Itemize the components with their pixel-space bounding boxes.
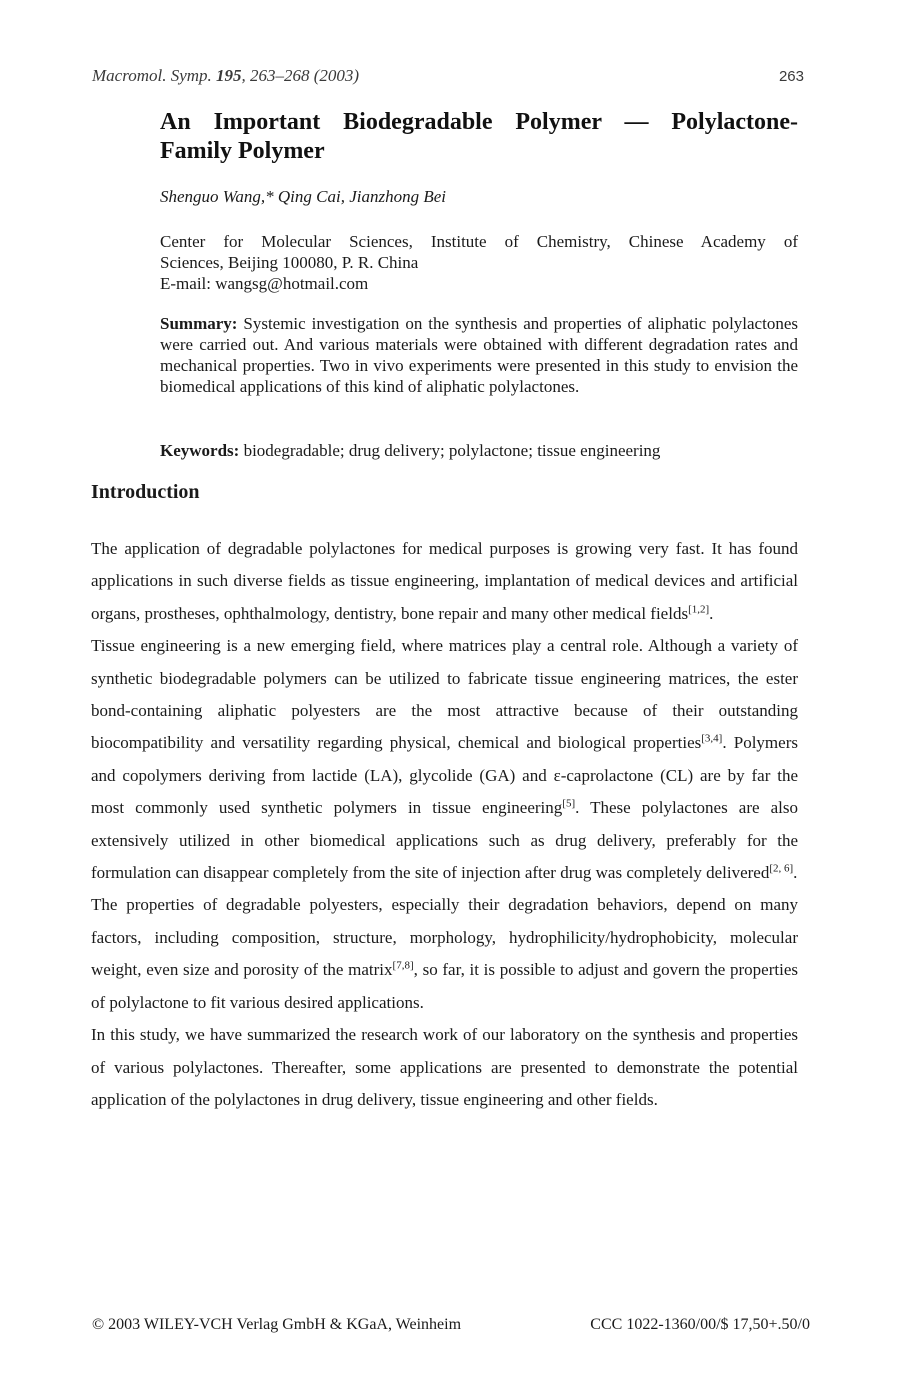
- paragraph: [91, 533, 798, 630]
- journal-pages-year: , 263–268 (2003): [241, 66, 360, 85]
- title-line-1: An Important Biodegradable Polymer — Polylactone-: [160, 109, 798, 135]
- keywords: [160, 441, 660, 461]
- affiliation: [160, 231, 798, 294]
- paragraph-text: . Polymers and copolymers deriving from lactide (LA), glycolide (GA) and ε-caprolactone (CL) are by far the most commonly used synthetic polymers in tissue engineering: [91, 733, 798, 818]
- summary-label: Summary:: [160, 314, 238, 333]
- paragraph: [91, 630, 798, 889]
- paragraph-text: Tissue engineering is a new emerging field, where matrices play a central role. Although a variety of synthetic biodegradable polymers can be utilized to fabricate tissue engineering matrices, the ester bond-containing aliphatic polyesters are the most attractive because of their outstanding biocompatibility and versatility regarding physical, chemical and biological properties: [91, 636, 798, 753]
- author-email: E-mail: wangsg@hotmail.com: [160, 274, 369, 293]
- title-line-2: Family Polymer: [160, 138, 325, 164]
- journal-name: Macromol. Symp.: [92, 66, 212, 85]
- paper-title: [160, 108, 798, 166]
- keywords-label: Keywords:: [160, 441, 240, 460]
- paragraph-text: , so far, it is possible to adjust and govern the properties of polylactone to fit various desired applications.: [91, 960, 798, 1012]
- affiliation-line-2: Sciences, Beijing 100080, P. R. China: [160, 253, 419, 272]
- citation: [2, 6]: [769, 862, 794, 875]
- citation: [5]: [562, 797, 576, 810]
- summary-text: Systemic investigation on the synthesis and properties of aliphatic polylactones were carried out. And various materials were obtained with different degradation rates and mechanical properties. Two in vivo experiments were presented in this study to envision the biomedical applications of this kind of aliphatic polylactones.: [160, 314, 798, 396]
- paragraph-text: The properties of degradable polyesters, especially their degradation behaviors, depend on many factors, including composition, structure, morphology, hydrophilicity/hydrophobicity, molecular weight, even size and porosity of the matrix: [91, 895, 798, 980]
- paragraph-text: The application of degradable polylactones for medical purposes is growing very fast. It has found applications in such diverse fields as tissue engineering, implantation of medical devices and artificial organs, prostheses, ophthalmology, dentistry, bone repair and many other medical fields: [91, 539, 798, 623]
- paragraph: [91, 889, 798, 1019]
- author-list: Shenguo Wang,* Qing Cai, Jianzhong Bei: [160, 187, 446, 206]
- citation: [1,2]: [688, 603, 710, 616]
- citation: [7,8]: [392, 959, 414, 972]
- running-head: [92, 66, 359, 86]
- introduction-body: [91, 533, 798, 1116]
- keywords-text: biodegradable; drug delivery; polylactone; tissue engineering: [239, 441, 661, 460]
- paragraph-text: . These polylactones are also extensively utilized in other biomedical applications such as drug delivery, preferably for the formulation can disappear completely from the site of injection after drug was completely delivered: [91, 798, 798, 883]
- copyright-notice: © 2003 WILEY-VCH Verlag GmbH & KGaA, Weinheim: [92, 1316, 462, 1333]
- abstract: [160, 313, 798, 397]
- paragraph: [91, 1019, 798, 1116]
- citation: [3,4]: [701, 732, 723, 745]
- affiliation-line-1: Center for Molecular Sciences, Institute of Chemistry, Chinese Academy of: [160, 232, 798, 251]
- paragraph-text: In this study, we have summarized the research work of our laboratory on the synthesis and properties of various polylactones. Thereafter, some applications are presented to demonstrate the potential application of the polylactones in drug delivery, tissue engineering and other fields.: [91, 1025, 798, 1109]
- section-heading-introduction: Introduction: [91, 481, 200, 503]
- paragraph-text: .: [793, 863, 798, 883]
- journal-volume: 195: [216, 66, 242, 85]
- ccc-code: CCC 1022-1360/00/$ 17,50+.50/0: [590, 1316, 810, 1333]
- paragraph-text: .: [709, 603, 714, 623]
- page-number: 263: [778, 68, 804, 85]
